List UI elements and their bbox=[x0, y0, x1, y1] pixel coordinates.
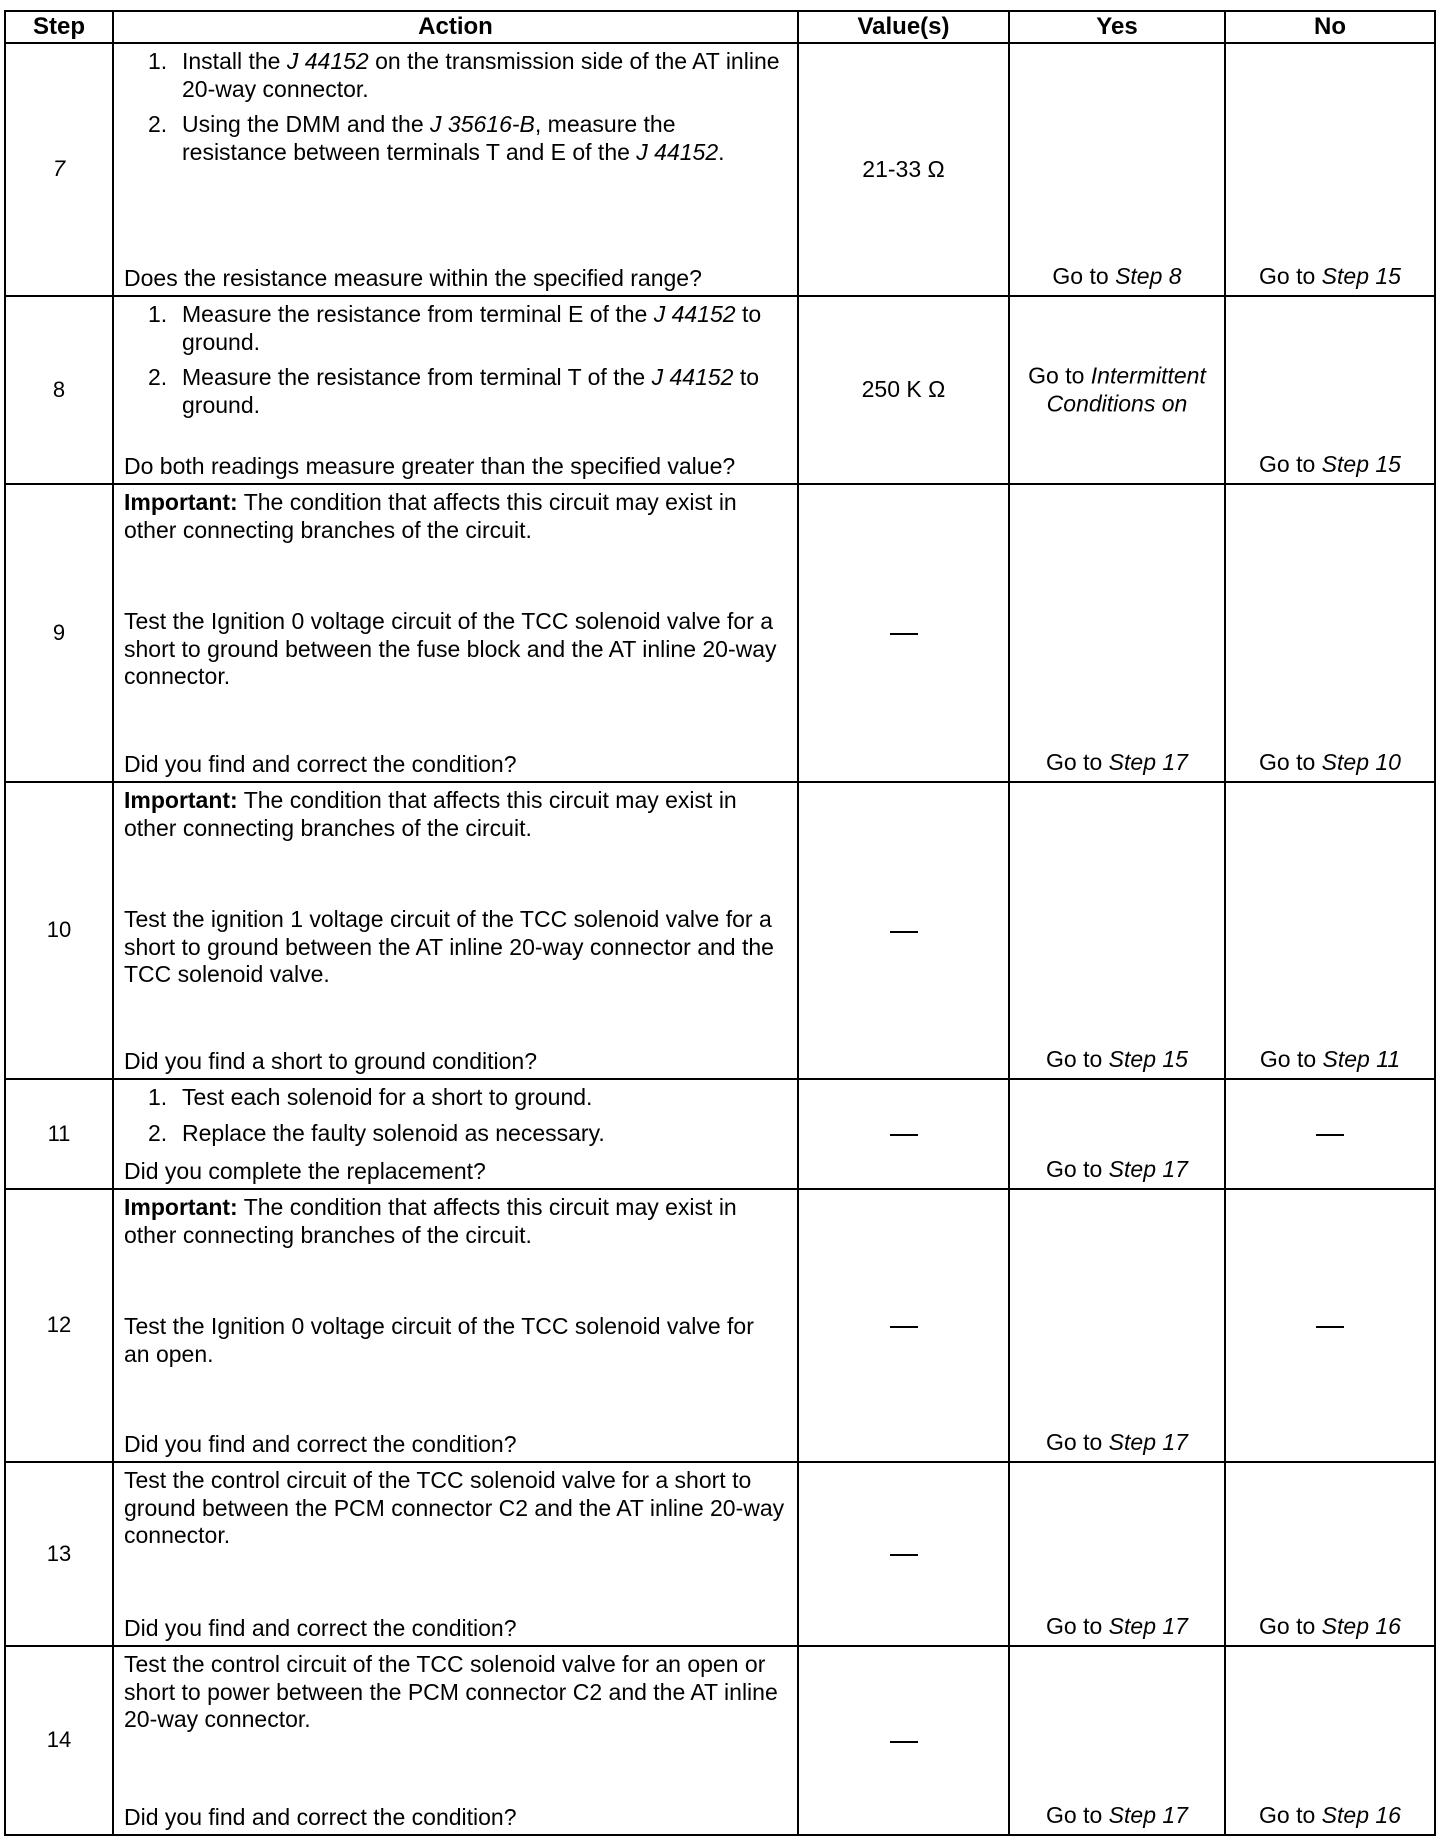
value-cell bbox=[798, 782, 1009, 1079]
no-step-link: Step 15 bbox=[1321, 263, 1401, 290]
no-cell: Go to Step 16 bbox=[1225, 1646, 1435, 1835]
no-cell bbox=[1225, 1079, 1435, 1189]
dash bbox=[890, 1326, 918, 1328]
no-cell: Go to Step 16 bbox=[1225, 1462, 1435, 1646]
yes-cell: Go to Step 15 bbox=[1009, 782, 1225, 1079]
yes-step-link: Step 17 bbox=[1108, 1613, 1188, 1640]
diagnostic-table bbox=[4, 10, 1436, 1836]
step-number: 7 bbox=[5, 43, 113, 296]
no-cell: Go to Step 11 bbox=[1225, 782, 1435, 1079]
question-text: Does the resistance measure within the specified range? bbox=[124, 265, 702, 292]
action-text: Test the Ignition 0 voltage circuit of the TCC solenoid valve for an open. bbox=[124, 1313, 754, 1367]
value-cell: 21-33 Ω bbox=[798, 43, 1009, 296]
no-step-link: Step 10 bbox=[1321, 749, 1401, 776]
table-row-step-8 bbox=[5, 296, 1435, 484]
yes-step-link: Step 8 bbox=[1115, 263, 1182, 290]
table-row-step-11 bbox=[5, 1079, 1435, 1189]
question-text: Did you complete the replacement? bbox=[124, 1158, 486, 1185]
question-text: Did you find and correct the condition? bbox=[124, 1431, 517, 1458]
action-cell: 1. Install the J 44152 on the transmission side of the AT inline 20-way connector. 2. Using the DMM and the J 35616-B, measure the resistance between terminals T and E of the J 44152. Does the resistance measure within the specified range? bbox=[113, 43, 798, 296]
question-text: Did you find a short to ground condition? bbox=[124, 1048, 537, 1075]
action-cell: Important: The condition that affects this circuit may exist in other connecting branches of the circuit. Test the Ignition 0 voltage circuit of the TCC solenoid valve for an open. Did you find and correct the condition? bbox=[113, 1189, 798, 1462]
yes-cell: Go to Step 17 bbox=[1009, 1462, 1225, 1646]
action-text: Test the control circuit of the TCC solenoid valve for an open or short to power between the PCM connector C2 and the AT inline 20-way connector. bbox=[124, 1651, 778, 1733]
value-cell bbox=[798, 1189, 1009, 1462]
step-number: 8 bbox=[5, 296, 113, 484]
header-no: No bbox=[1225, 11, 1435, 43]
action-text: Test the control circuit of the TCC solenoid valve for a short to ground between the PCM connector C2 and the AT inline 20-way connector. bbox=[124, 1467, 785, 1549]
yes-step-link: Step 17 bbox=[1108, 1802, 1188, 1829]
header-yes: Yes bbox=[1009, 11, 1225, 43]
no-cell: Go to Step 15 bbox=[1225, 296, 1435, 484]
yes-step-link: Step 17 bbox=[1108, 749, 1188, 776]
action-text: Test the ignition 1 voltage circuit of the TCC solenoid valve for a short to ground between the AT inline 20-way connector and the TCC solenoid valve. bbox=[124, 906, 774, 988]
table-row-step-9 bbox=[5, 484, 1435, 782]
action-cell: 1. Test each solenoid for a short to ground. 2. Replace the faulty solenoid as necessary. Did you complete the replacement? bbox=[113, 1079, 798, 1189]
no-cell: Go to Step 10 bbox=[1225, 484, 1435, 782]
no-cell: Go to Step 15 bbox=[1225, 43, 1435, 296]
value-cell bbox=[798, 484, 1009, 782]
question-text: Did you find and correct the condition? bbox=[124, 1804, 517, 1831]
no-step-link: Step 15 bbox=[1321, 451, 1401, 478]
yes-cell: Go to Step 17 bbox=[1009, 1079, 1225, 1189]
header-row bbox=[5, 11, 1435, 43]
step-number: 9 bbox=[5, 484, 113, 782]
no-step-link: Step 16 bbox=[1321, 1802, 1401, 1829]
yes-step-link: Step 17 bbox=[1108, 1156, 1188, 1183]
table-row-step-12 bbox=[5, 1189, 1435, 1462]
dash bbox=[890, 1554, 918, 1556]
yes-cell: Go to Step 17 bbox=[1009, 484, 1225, 782]
no-step-link: Step 16 bbox=[1321, 1613, 1401, 1640]
yes-cell: Go to Intermittent Conditions on bbox=[1009, 296, 1225, 484]
yes-reference-link: Intermittent Conditions on bbox=[1046, 362, 1206, 416]
question-text: Did you find and correct the condition? bbox=[124, 1615, 517, 1642]
action-cell bbox=[113, 1646, 798, 1835]
table-row-step-7 bbox=[5, 43, 1435, 296]
yes-cell: Go to Step 8 bbox=[1009, 43, 1225, 296]
table-row-step-13 bbox=[5, 1462, 1435, 1646]
step-number: 12 bbox=[5, 1189, 113, 1462]
dash bbox=[890, 633, 918, 635]
no-step-link: Step 11 bbox=[1322, 1046, 1401, 1073]
table-row-step-14 bbox=[5, 1646, 1435, 1835]
dash bbox=[890, 931, 918, 933]
yes-step-link: Step 15 bbox=[1108, 1046, 1188, 1073]
step-number: 13 bbox=[5, 1462, 113, 1646]
step-number: 11 bbox=[5, 1079, 113, 1189]
value-cell bbox=[798, 1646, 1009, 1835]
action-cell: Important: The condition that affects this circuit may exist in other connecting branches of the circuit. Test the Ignition 0 voltage circuit of the TCC solenoid valve for a short to ground between the fuse block and the AT inline 20-way connector. Did you find and correct the condition? bbox=[113, 484, 798, 782]
action-cell bbox=[113, 1462, 798, 1646]
action-text: Test the Ignition 0 voltage circuit of the TCC solenoid valve for a short to ground between the fuse block and the AT inline 20-way connector. bbox=[124, 608, 777, 690]
header-step: Step bbox=[5, 11, 113, 43]
action-cell: 1. Measure the resistance from terminal E of the J 44152 to ground. 2. Measure the resistance from terminal T of the J 44152 to ground. Do both readings measure greater than the specified value? bbox=[113, 296, 798, 484]
step-number: 14 bbox=[5, 1646, 113, 1835]
question-text: Do both readings measure greater than the specified value? bbox=[124, 453, 736, 480]
dash bbox=[1316, 1134, 1344, 1136]
value-cell bbox=[798, 1462, 1009, 1646]
step-number: 10 bbox=[5, 782, 113, 1079]
dash bbox=[1316, 1326, 1344, 1328]
yes-step-link: Step 17 bbox=[1108, 1429, 1188, 1456]
action-cell: Important: The condition that affects this circuit may exist in other connecting branches of the circuit. Test the ignition 1 voltage circuit of the TCC solenoid valve for a short to ground between the AT inline 20-way connector and the TCC solenoid valve. Did you find a short to ground condition? bbox=[113, 782, 798, 1079]
yes-cell: Go to Step 17 bbox=[1009, 1189, 1225, 1462]
header-action: Action bbox=[113, 11, 798, 43]
yes-cell: Go to Step 17 bbox=[1009, 1646, 1225, 1835]
dash bbox=[890, 1741, 918, 1743]
no-cell bbox=[1225, 1189, 1435, 1462]
header-values: Value(s) bbox=[798, 11, 1009, 43]
question-text: Did you find and correct the condition? bbox=[124, 751, 517, 778]
value-cell: 250 K Ω bbox=[798, 296, 1009, 484]
dash bbox=[890, 1134, 918, 1136]
table-row-step-10 bbox=[5, 782, 1435, 1079]
value-cell bbox=[798, 1079, 1009, 1189]
